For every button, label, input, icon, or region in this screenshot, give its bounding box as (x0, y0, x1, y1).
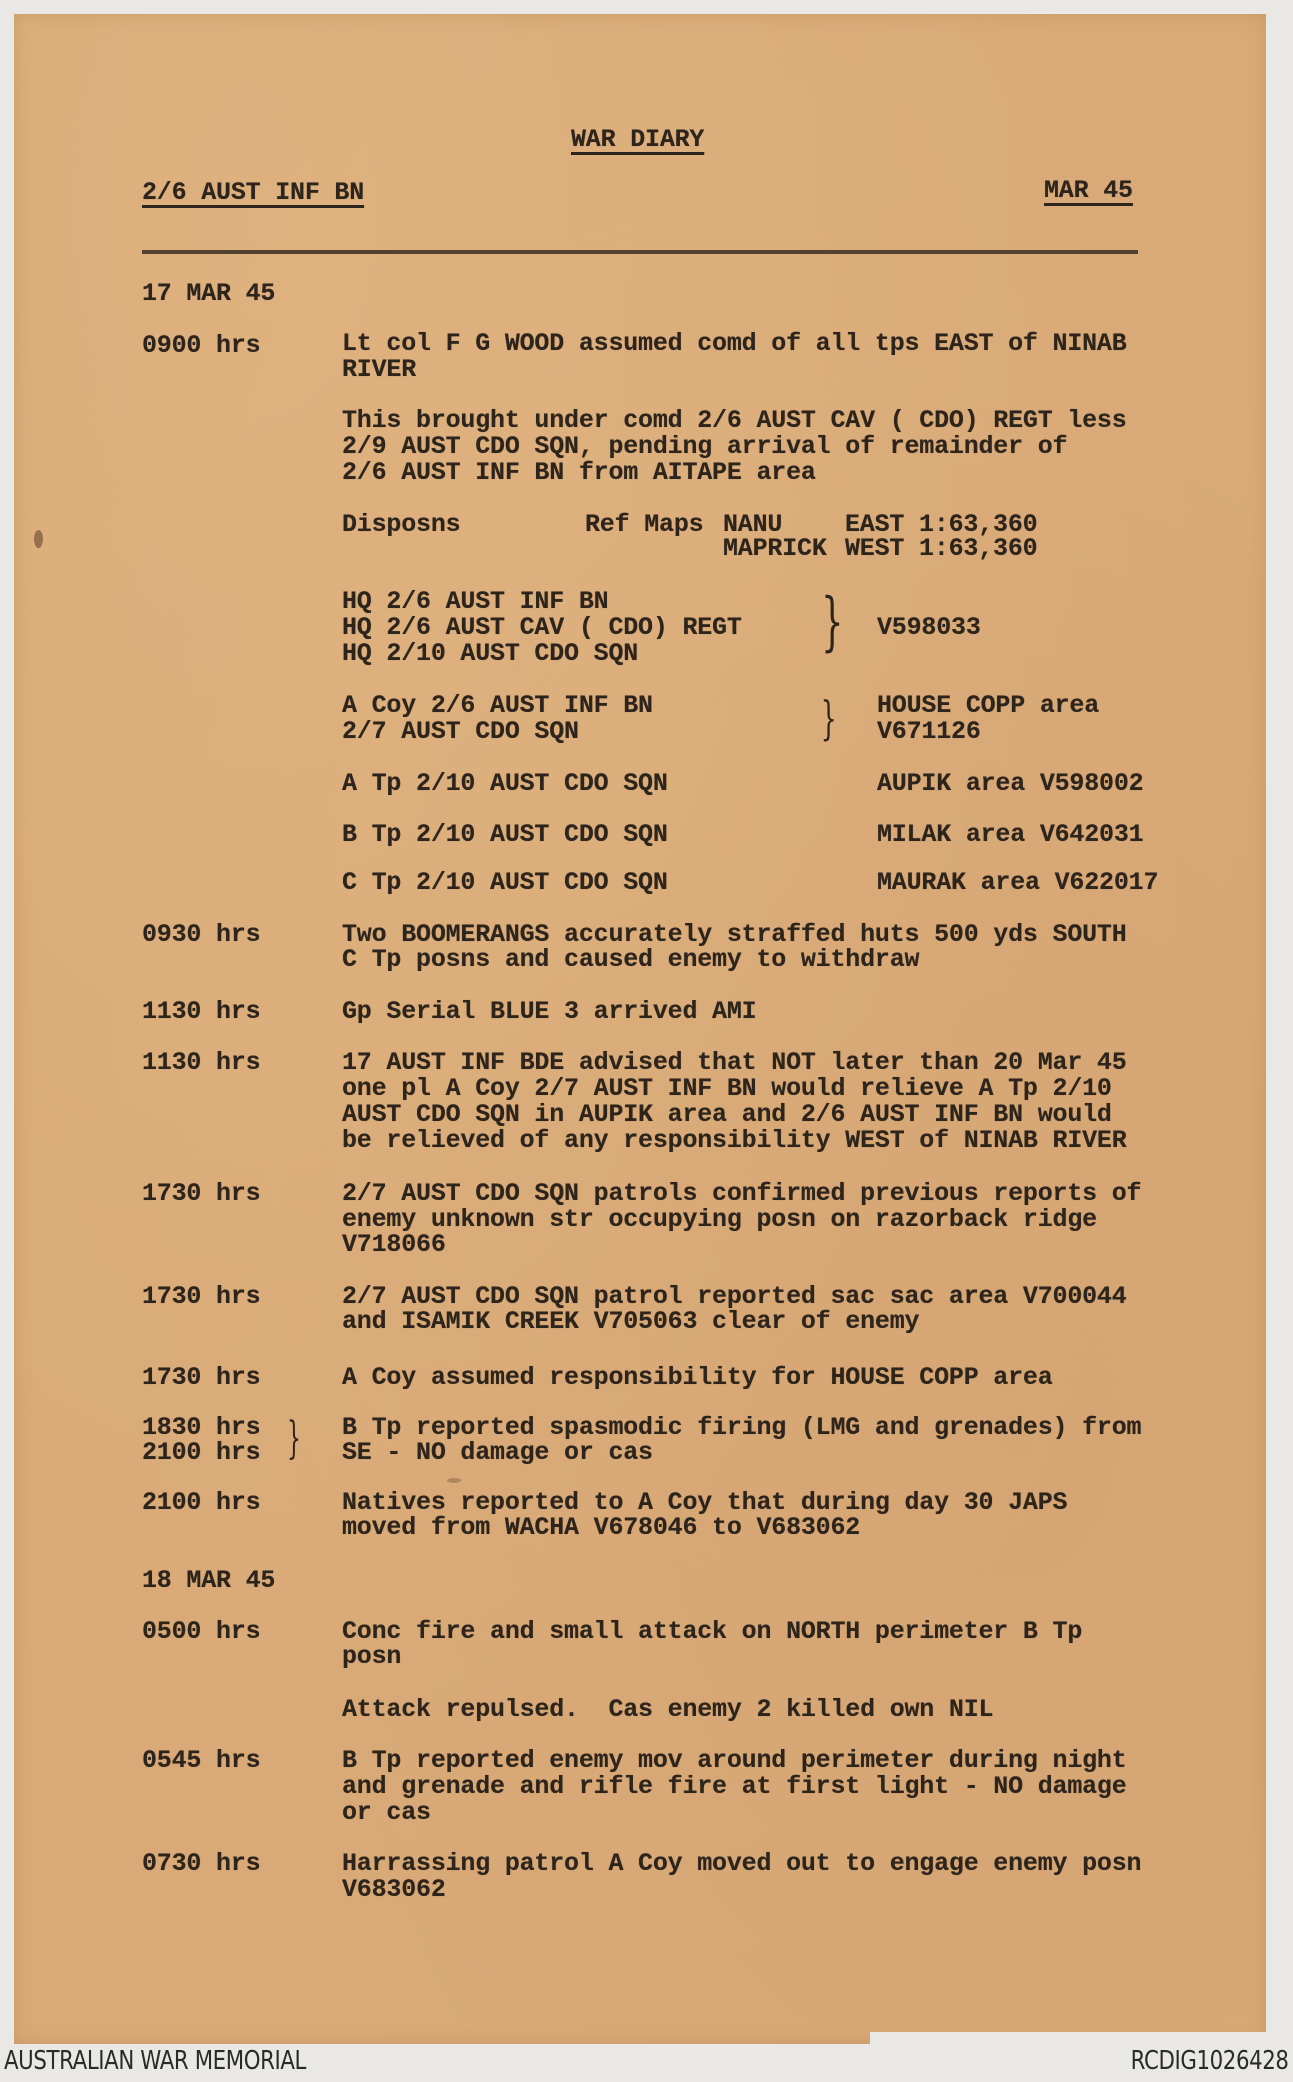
header-rule (142, 250, 1138, 254)
disposition-unit: HQ 2/6 AUST CAV ( CDO) REGT (342, 613, 742, 642)
disposition-unit: A Coy 2/6 AUST INF BN (342, 691, 653, 720)
entry-line: AUST CDO SQN in AUPIK area and 2/6 AUST INF BN would (342, 1100, 1112, 1129)
entry-time: 1130 hrs (142, 997, 261, 1026)
disposition-location: MAURAK area V622017 (877, 868, 1159, 897)
entry-line: V718066 (342, 1230, 446, 1259)
map-name: NANU (723, 510, 783, 539)
entry-time: 2100 hrs (142, 1488, 261, 1517)
map-sheet: EAST 1:63,360 (845, 510, 1038, 539)
institution-credit: AUSTRALIAN WAR MEMORIAL (4, 2046, 307, 2076)
entry-line: V683062 (342, 1875, 446, 1904)
entry-line: Attack repulsed. Cas enemy 2 killed own NIL (342, 1695, 994, 1724)
ref-maps-label: Ref Maps (585, 510, 704, 539)
entry-line: Conc fire and small attack on NORTH perimeter B Tp (342, 1617, 1083, 1646)
entry-time: 0545 hrs (142, 1746, 261, 1775)
entry-line: 2/9 AUST CDO SQN, pending arrival of remainder of (342, 432, 1068, 461)
entry-line: be relieved of any responsibility WEST of NINAB RIVER (342, 1126, 1127, 1155)
day-date: 17 MAR 45 (142, 279, 276, 308)
entry-line: Gp Serial BLUE 3 arrived AMI (342, 997, 757, 1026)
disposition-location: MILAK area V642031 (877, 820, 1144, 849)
entry-line: 2/7 AUST CDO SQN patrol reported sac sac area V700044 (342, 1282, 1127, 1311)
entry-line: Natives reported to A Coy that during day 30 JAPS (342, 1488, 1068, 1517)
map-name: MAPRICK (723, 534, 827, 563)
disposition-location: HOUSE COPP area (877, 691, 1100, 720)
disposition-unit: A Tp 2/10 AUST CDO SQN (342, 769, 668, 798)
diary-period: MAR 45 (1044, 176, 1133, 205)
brace-icon: } (820, 691, 837, 745)
disposition-location: AUPIK area V598002 (877, 769, 1144, 798)
dispositions-label: Disposns (342, 510, 461, 539)
entry-line: B Tp reported enemy mov around perimeter during night (342, 1746, 1127, 1775)
entry-time: 2100 hrs (142, 1438, 261, 1467)
paper-stain (34, 530, 43, 548)
entry-line: SE - NO damage or cas (342, 1438, 653, 1467)
disposition-unit: 2/7 AUST CDO SQN (342, 717, 579, 746)
entry-time: 1730 hrs (142, 1179, 261, 1208)
brace-icon: } (821, 585, 844, 659)
paper-stain (447, 1478, 461, 1483)
entry-line: posn (342, 1642, 402, 1671)
entry-line: one pl A Coy 2/7 AUST INF BN would relieve A Tp 2/10 (342, 1074, 1112, 1103)
entry-line: enemy unknown str occupying posn on razorback ridge (342, 1205, 1097, 1234)
entry-time: 0500 hrs (142, 1617, 261, 1646)
disposition-location: V598033 (877, 613, 981, 642)
disposition-unit: HQ 2/6 AUST INF BN (342, 587, 609, 616)
entry-line: and grenade and rifle fire at first light - NO damage (342, 1772, 1127, 1801)
disposition-unit: HQ 2/10 AUST CDO SQN (342, 639, 639, 668)
entry-line: 17 AUST INF BDE advised that NOT later than 20 Mar 45 (342, 1048, 1127, 1077)
map-sheet: WEST 1:63,360 (845, 534, 1038, 563)
entry-time: 0930 hrs (142, 920, 261, 949)
entry-line: and ISAMIK CREEK V705063 clear of enemy (342, 1307, 920, 1336)
day-date: 18 MAR 45 (142, 1566, 276, 1595)
entry-time: 1730 hrs (142, 1282, 261, 1311)
entry-time: 0730 hrs (142, 1849, 261, 1878)
document-title: WAR DIARY (571, 125, 705, 154)
record-id: RCDIG1026428 (1131, 2046, 1289, 2076)
entry-line: C Tp posns and caused enemy to withdraw (342, 945, 920, 974)
entry-time: 1730 hrs (142, 1363, 261, 1392)
entry-line: moved from WACHA V678046 to V683062 (342, 1513, 861, 1542)
entry-line: This brought under comd 2/6 AUST CAV ( CDO) REGT less (342, 406, 1127, 435)
entry-line: 2/7 AUST CDO SQN patrols confirmed previous reports of (342, 1179, 1142, 1208)
entry-line: B Tp reported spasmodic firing (LMG and grenades) from (342, 1413, 1142, 1442)
entry-line: 2/6 AUST INF BN from AITAPE area (342, 458, 816, 487)
disposition-unit: C Tp 2/10 AUST CDO SQN (342, 868, 668, 897)
entry-line: A Coy assumed responsibility for HOUSE COPP area (342, 1363, 1053, 1392)
entry-line: Two BOOMERANGS accurately straffed huts 500 yds SOUTH (342, 920, 1127, 949)
entry-line: or cas (342, 1798, 431, 1827)
disposition-unit: B Tp 2/10 AUST CDO SQN (342, 820, 668, 849)
entry-line: Lt col F G WOOD assumed comd of all tps EAST of NINAB (342, 329, 1127, 358)
entry-time: 1130 hrs (142, 1048, 261, 1077)
unit-name: 2/6 AUST INF BN (142, 178, 365, 207)
disposition-location: V671126 (877, 717, 981, 746)
entry-line: Harrassing patrol A Coy moved out to engage enemy posn (342, 1849, 1142, 1878)
brace-icon: } (287, 1413, 301, 1464)
entry-time: 0900 hrs (142, 331, 261, 360)
paper-sheet (14, 14, 1266, 2044)
entry-line: RIVER (342, 355, 417, 384)
entry-time: 1830 hrs (142, 1413, 261, 1442)
